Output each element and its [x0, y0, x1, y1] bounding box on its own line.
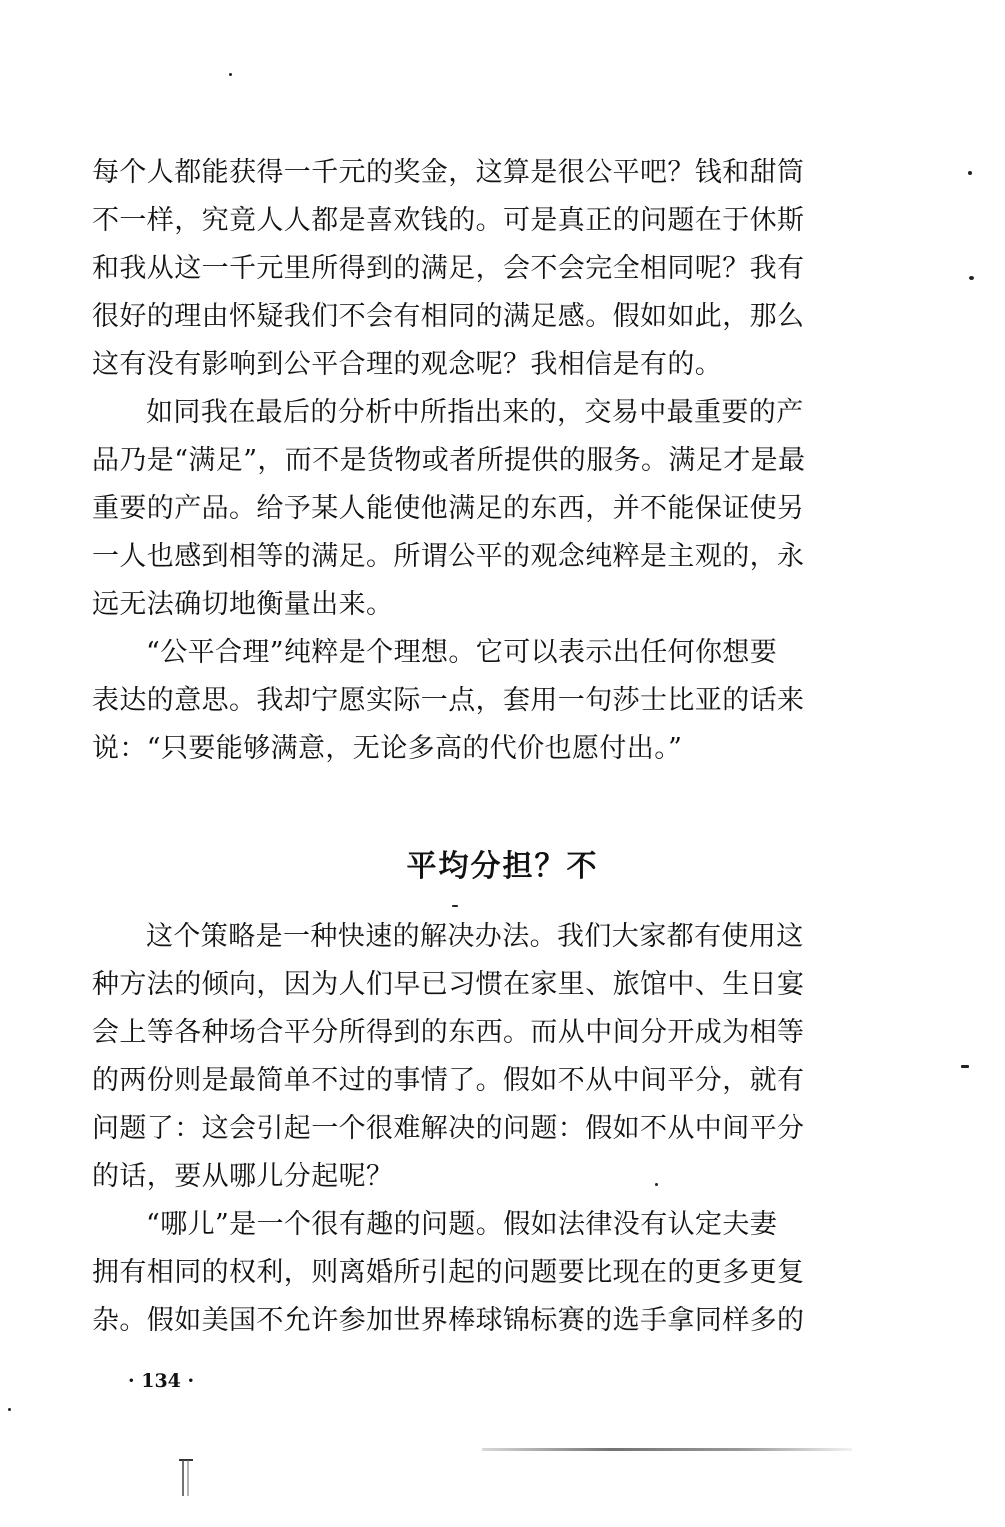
text-line: 的两份则是最简单不过的事情了。假如不从中间平分，就有 [92, 1065, 805, 1096]
text-line: 说：“只要能够满意，无论多高的代价也愿付出。” [92, 733, 683, 764]
text-line: 和我从这一千元里所得到的满足，会不会完全相同呢？我有 [92, 253, 805, 284]
text-line: 的话，要从哪儿分起呢？ [92, 1161, 394, 1192]
text-line: 这有没有影响到公平合理的观念呢？我相信是有的。 [92, 349, 723, 380]
page-number: · 134 · [128, 1370, 195, 1392]
text-line: “哪儿”是一个很有趣的问题。假如法律没有认定夫妻 [146, 1209, 778, 1240]
scan-speck [961, 1065, 969, 1068]
text-line: 重要的产品。给予某人能使他满足的东西，并不能保证使另 [92, 493, 805, 524]
text-line: 不一样，究竟人人都是喜欢钱的。可是真正的问题在于休斯 [92, 205, 805, 236]
scan-rule [482, 1448, 852, 1451]
scan-speck [8, 1408, 11, 1411]
text-line: 杂。假如美国不允许参加世界棒球锦标赛的选手拿同样多的 [92, 1305, 805, 1336]
scan-speck [968, 171, 972, 175]
scan-speck [229, 73, 232, 76]
section-heading: 平均分担？不 [406, 849, 599, 884]
text-line: 种方法的倾向，因为人们早已习惯在家里、旅馆中、生日宴 [92, 969, 805, 1000]
scan-speck [969, 276, 974, 280]
text-line: “公平合理”纯粹是个理想。它可以表示出任何你想要 [146, 637, 778, 668]
text-line: 远无法确切地衡量出来。 [92, 589, 394, 620]
text-line: 会上等各种场合平分所得到的东西。而从中间分开成为相等 [92, 1017, 805, 1048]
text-line: 表达的意思。我却宁愿实际一点，套用一句莎士比亚的话来 [92, 685, 805, 716]
text-line: 很好的理由怀疑我们不会有相同的满足感。假如如此，那么 [92, 301, 805, 332]
binding-mark-icon [178, 1458, 194, 1498]
text-line: 一人也感到相等的满足。所谓公平的观念纯粹是主观的，永 [92, 541, 805, 572]
text-line: 问题了：这会引起一个很难解决的问题：假如不从中间平分 [92, 1113, 805, 1144]
text-line: 拥有相同的权利，则离婚所引起的问题要比现在的更多更复 [92, 1257, 805, 1288]
text-line: 这个策略是一种快速的解决办法。我们大家都有使用这 [146, 921, 804, 952]
scan-speck [452, 905, 458, 907]
text-line: 每个人都能获得一千元的奖金，这算是很公平吧？钱和甜筒 [92, 157, 805, 188]
text-line: 品乃是“满足”，而不是货物或者所提供的服务。满足才是最 [92, 445, 806, 476]
scan-speck [655, 1183, 658, 1186]
text-line: 如同我在最后的分析中所指出来的，交易中最重要的产 [146, 397, 804, 428]
